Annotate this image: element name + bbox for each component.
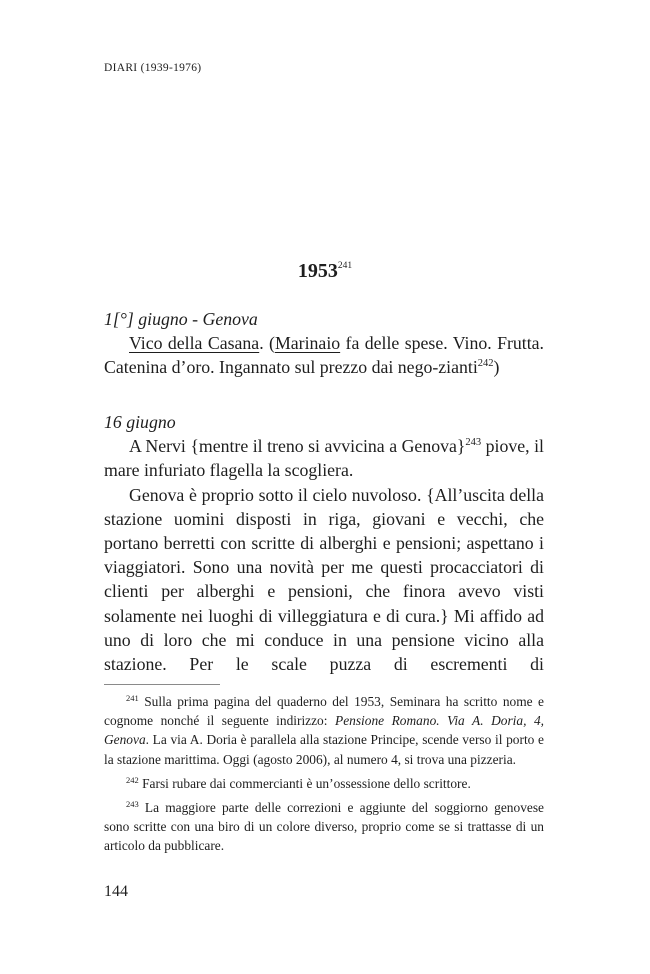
entry-text: fa delle spese. Vino. Frutta. Catenina d’oro. Ingannato sul prezzo dai nego- (104, 333, 545, 378)
footnote-text: . La via A. Doria è parallela alla stazione Principe, scende verso il porto e la stazione marittima. Oggi (agosto 2006), al numero 4, si trova una pizzeria. (104, 732, 544, 767)
entry-text: zianti (438, 357, 478, 378)
entry-text: ) (493, 357, 500, 378)
entry-date: 1[°] giugno - Genova (104, 309, 258, 329)
running-header: DIARI (1939-1976) (104, 62, 202, 74)
footnote-number: 242 (126, 774, 139, 785)
entry-paragraph (104, 434, 544, 482)
footnote (104, 692, 544, 769)
footnote-separator (104, 684, 220, 685)
entry-paragraph (104, 331, 544, 379)
footnotes (104, 692, 544, 856)
entry-date: 16 giugno (104, 412, 176, 432)
footnote-text: La maggiore parte delle correzioni e aggiunte del soggiorno genovese sono scritte con una biro di un colore diverso, proprio come se si trattasse di un articolo da pubblicare. (104, 800, 544, 854)
entry-text: piove, il mare infuriato flagella la scogliera. (104, 436, 544, 481)
footnote-italic: Pensione Romano. Via A. Doria, 4, Genova (104, 713, 544, 748)
person-name: Marinaio (274, 333, 341, 354)
footnote-text: Sulla prima pagina del quaderno del 1953, Seminara ha scritto nome e cognome nonché il seguente indirizzo: (104, 694, 544, 729)
page-number: 144 (104, 883, 128, 900)
footnote-text: Farsi rubare dai commercianti è un’ossessione dello scrittore. (138, 775, 471, 791)
section-heading (0, 260, 650, 283)
place-name: Vico della Casana (129, 333, 260, 354)
footnote-ref[interactable]: 243 (465, 437, 482, 449)
entry-text: A Nervi {mentre il treno si avvicina a Genova} (129, 436, 466, 457)
footnote (104, 798, 544, 856)
entry-text: . ( (259, 333, 275, 354)
entry-paragraph: Genova è proprio sotto il cielo nuvoloso. {All’uscita della stazione uomini disposti in riga, giovani e vecchi, che portano berretti con scritte di alberghi e pensioni; aspettano i viaggiatori. Sono una novità per me questi procacciatori di clienti per alberghi e pensioni, che finora avevo visti solamente nei luoghi di villeggiatura e di cura.} Mi affido ad uno di loro che mi conduce in una pensione vicino alla stazione. Per le scale puzza di escrementi di (104, 484, 544, 675)
diary-entry (104, 410, 544, 676)
footnote-number: 243 (126, 799, 139, 810)
diary-entry (104, 307, 544, 380)
footnote-ref[interactable]: 242 (477, 358, 494, 370)
footnote-ref[interactable]: 241 (337, 261, 353, 271)
year-title: 1953 (297, 260, 338, 282)
footnote-number: 241 (126, 693, 139, 703)
footnote (104, 774, 544, 793)
